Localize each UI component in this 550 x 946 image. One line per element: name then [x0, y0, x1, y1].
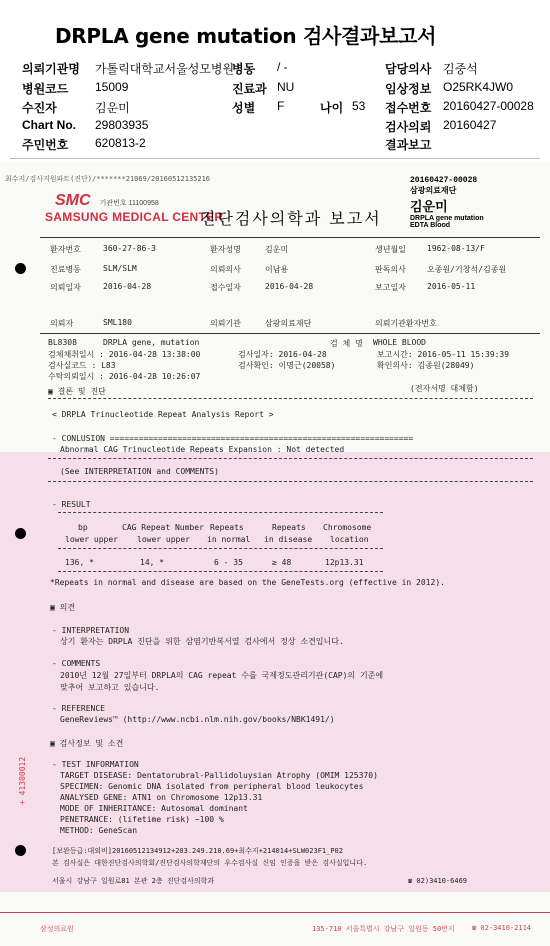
col-normal-sub: in normal	[207, 535, 251, 544]
box-specimen-type: EDTA Blood	[410, 222, 451, 229]
label-ward: 병동	[232, 62, 256, 76]
specimen-label-box	[410, 176, 535, 229]
penetrance: PENETRANCE: (lifetime risk) ~100 %	[60, 815, 224, 824]
report-title: DRPLA gene mutation 검사결과보고서	[55, 24, 437, 48]
col-bp: bp	[78, 523, 88, 532]
cell-disease: ≥ 48	[272, 558, 292, 567]
label-hospital-code: 병원코드	[22, 82, 69, 96]
repeats-note: *Repeats in normal and disease are based on the GeneTests.org (effective in 2012).	[50, 578, 445, 587]
value-birth: 1962-08-13/F	[427, 244, 485, 253]
value-report-date: 2016-05-11	[427, 282, 476, 291]
value-order-date: 2016-04-28	[103, 282, 152, 291]
value-resident-no: 620813-2	[95, 136, 146, 150]
col-repeats-disease: Repeats	[272, 523, 306, 532]
value-ward-scan: SLM/SLM	[103, 264, 137, 273]
col-chromosome: Chromosome	[323, 523, 372, 532]
see-note: (See INTERPRETATION and COMMENTS)	[60, 467, 219, 476]
document-title: 진단검사의학과 보고서	[200, 209, 382, 228]
lab-code: 검사실코드 : L83	[48, 361, 116, 370]
label-patient-no: 환자번호	[50, 245, 81, 254]
specimen-info: SPECIMEN: Genomic DNA isolated from peripheral blood leukocytes	[60, 782, 364, 791]
smc-name: SAMSUNG MEDICAL CENTER	[45, 210, 224, 224]
value-receipt-no: 20160427-00028	[443, 99, 534, 113]
test-date: 검사일자: 2016-04-28	[238, 350, 327, 359]
target-disease: TARGET DISEASE: Dentatorubral-Pallidoluysian Atrophy (OMIM 125370)	[60, 771, 378, 780]
value-sex: F	[277, 99, 285, 113]
cell-bp: 136, *	[65, 558, 94, 567]
reference-label: - REFERENCE	[52, 704, 105, 713]
cell-location: 12p13.31	[325, 558, 364, 567]
section-opinion: ▣ 의견	[50, 603, 76, 612]
value-doctor: 김중석	[443, 62, 478, 76]
value-specimen: WHOLE BLOOD	[373, 338, 426, 347]
label-institution: 의뢰기관명	[22, 62, 80, 76]
label-age: 나이	[320, 101, 344, 115]
label-ordering-doctor: 의뢰의사	[210, 265, 241, 274]
report-header	[0, 0, 550, 160]
smc-logo-mark: SMC	[55, 192, 91, 209]
test-name: DRPLA gene, mutation	[103, 338, 200, 347]
collection-time: 검체채취일시 : 2016-04-28 13:38:00	[48, 350, 201, 359]
footer-divider	[0, 912, 550, 913]
comments-text-2: 맞추어 보고하고 있습니다.	[60, 683, 160, 692]
value-institution: 가톨릭대학교서울성모병원	[95, 62, 235, 76]
label-clinical-info: 임상정보	[385, 82, 432, 96]
label-chart-no: Chart No.	[22, 118, 76, 132]
bottom-phone: ☎ 02-3410-2114	[472, 924, 532, 932]
value-patient-name: 김운미	[265, 245, 289, 254]
bottom-logo: 삼성의료원	[40, 925, 74, 933]
header-divider	[10, 158, 540, 159]
label-reading-doctor: 판독의사	[375, 265, 406, 274]
value-chart-no: 29803935	[95, 118, 149, 132]
interpretation-label: - INTERPRETATION	[52, 626, 130, 635]
value-ward: / -	[277, 60, 288, 74]
dashed-rule	[48, 481, 533, 482]
col-disease-sub: in disease	[264, 535, 313, 544]
analysed-gene: ANALYSED GENE: ATN1 on Chromosome 12p13.31	[60, 793, 263, 802]
report-time: 보고시간: 2016-05-11 15:39:39	[377, 350, 510, 359]
interpretation-text: 상기 환자는 DRPLA 진단을 위한 삼염기반복서열 검사에서 정상 소견입니다.	[60, 637, 344, 646]
value-patient-no: 360-27-86-3	[103, 244, 156, 253]
dashed-rule	[58, 571, 383, 572]
test-information-label: - TEST INFORMATION	[52, 760, 139, 769]
scan-divider	[40, 237, 540, 238]
dashed-rule	[48, 458, 533, 459]
value-department: NU	[277, 80, 295, 94]
col-repeats-normal: Repeats	[210, 523, 244, 532]
value-age: 53	[352, 99, 366, 113]
print-trace: 최수지/검사지원파트(진단)/*******21069/20160512135216	[5, 175, 211, 183]
label-order-date: 의뢰일자	[50, 283, 81, 292]
lab-address: 서울시 강남구 일원로81 본관 2층 진단검사의학과	[52, 877, 215, 885]
dashed-rule	[58, 548, 383, 549]
label-department: 진료과	[232, 82, 267, 96]
test-verifier: 검사확인: 이명근(20058)	[238, 361, 336, 370]
certification-note: 본 검사실은 대한진단검사의학회/진단검사의학재단의 우수검사실 신임 인증을 받은 검사실입니다.	[52, 859, 368, 867]
label-birth: 생년월일	[375, 245, 406, 254]
value-referring-institution: 삼광의료재단	[265, 319, 312, 328]
col-cag-sub: lower upper	[137, 535, 190, 544]
punch-hole	[15, 845, 26, 856]
punch-hole	[15, 263, 26, 274]
box-patient-name: 김운미	[410, 200, 448, 215]
e-signature-note: (전자서명 대체함)	[410, 384, 479, 393]
dashed-rule	[48, 398, 533, 399]
label-receipt-no: 접수번호	[385, 101, 432, 115]
smc-logo	[55, 190, 159, 210]
conclusion-label: - CONLUSION ===============================================================	[52, 434, 414, 443]
institution-number: 기관번호 11100958	[99, 200, 159, 207]
cell-cag: 14, *	[140, 558, 165, 567]
side-barcode-number: + 41300012	[18, 756, 27, 805]
section-test-info: ▣ 검사정보 및 소견	[50, 739, 124, 748]
scan-divider	[40, 333, 540, 334]
value-hospital-code: 15009	[95, 80, 129, 94]
box-test-name: DRPLA gene mutation	[410, 215, 484, 222]
label-patient-name: 환자성명	[210, 245, 241, 254]
label-specimen: 검 체 명	[330, 339, 363, 348]
mode-of-inheritance: MODE OF INHERITANCE: Autosomal dominant	[60, 804, 248, 813]
reference-text: GeneReviews™ (http://www.ncbi.nlm.nih.gov/books/NBK1491/)	[60, 715, 335, 724]
label-referring-institution: 의뢰기관	[210, 319, 241, 328]
col-cag-repeat: CAG Repeat Number	[122, 523, 204, 532]
label-request-date: 검사의뢰	[385, 120, 432, 134]
label-doctor: 담당의사	[385, 62, 432, 76]
cell-normal: 6 - 35	[214, 558, 243, 567]
label-report-date: 보고일자	[375, 283, 406, 292]
bottom-address: 135-710 서울특별시 강남구 일원동 50번지	[312, 925, 455, 933]
value-request-date: 20160427	[443, 118, 497, 132]
comments-label: - COMMENTS	[52, 659, 101, 668]
label-resident-no: 주민번호	[22, 138, 69, 152]
col-location-sub: location	[330, 535, 369, 544]
value-clinical-info: O25RK4JW0	[443, 80, 514, 94]
lab-phone: ☎ 02)3410-6469	[408, 877, 468, 885]
label-referrer: 의뢰자	[50, 319, 74, 328]
print-security-trace: [보완등급:대외비]20160512134912+203.249.210.69+최수지+214014+SLW023F1_P02	[52, 847, 343, 855]
comments-text-1: 2010년 12월 27일부터 DRPLA의 CAG repeat 수를 국제정도관리기관(CAP)의 기준에	[60, 671, 384, 680]
label-sex: 성별	[232, 101, 256, 115]
box-receipt-id: 20160427-00028	[410, 176, 478, 185]
value-patient: 김운미	[95, 101, 130, 115]
value-receive-date: 2016-04-28	[265, 282, 314, 291]
box-organization: 삼광의료재단	[410, 186, 457, 195]
method: METHOD: GeneScan	[60, 826, 138, 835]
result-label: - RESULT	[52, 500, 91, 509]
label-ward-scan: 진료병동	[50, 265, 81, 274]
label-receive-date: 접수일자	[210, 283, 241, 292]
conclusion-text: Abnormal CAG Trinucleotide Repeats Expansion : Not detected	[60, 445, 345, 454]
punch-hole	[15, 528, 26, 539]
confirming-doctor: 확인의사: 김종원(28049)	[377, 361, 475, 370]
section-conclusion: ▣ 결론 및 진단	[48, 387, 106, 396]
analysis-title: < DRPLA Trinucleotide Repeat Analysis Report >	[52, 410, 274, 419]
value-ordering-doctor: 이남용	[265, 265, 289, 274]
value-reading-doctor: 오종원/기창석/김종원	[427, 265, 507, 274]
label-result-report: 결과보고	[385, 138, 432, 152]
request-time: 수탁의뢰일시 : 2016-04-28 10:26:07	[48, 372, 201, 381]
col-bp-sub: lower upper	[65, 535, 118, 544]
dashed-rule	[58, 512, 383, 513]
label-patient: 수진자	[22, 101, 57, 115]
label-institution-patient-no: 의뢰기관환자번호	[375, 319, 437, 328]
value-referrer: SML180	[103, 318, 132, 327]
test-code: BL8308	[48, 338, 77, 347]
